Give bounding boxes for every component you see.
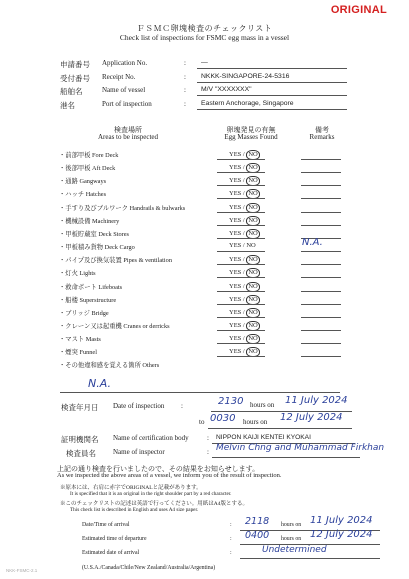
area-label: ・甲板貯蔵室 Deck Stores — [59, 231, 129, 238]
cert-label-en: Name of certification body — [113, 434, 189, 442]
answer-no: NO — [248, 256, 258, 263]
field-underline — [197, 95, 347, 96]
answer-yes: YES / — [229, 204, 247, 211]
answer-underline — [217, 185, 265, 186]
answer-underline — [217, 317, 265, 318]
answer-underline — [217, 330, 265, 331]
date-line2-date: 12 July 2024 — [280, 412, 343, 423]
col-remarks-jp: 備考 — [315, 126, 329, 134]
answer-yes: YES / — [229, 269, 247, 276]
answer-yes: YES / — [229, 335, 247, 342]
remarks-underline — [301, 212, 341, 213]
remarks-underline — [301, 264, 341, 265]
date-line1-time: 2130 — [218, 396, 244, 407]
statement-jp: 上記の通り検査を行いましたので、その結果をお知らせします。 — [57, 465, 260, 473]
answer-underline — [217, 356, 265, 357]
date-line2-prefix: to — [199, 418, 205, 426]
answer-yes: YES / — [229, 283, 247, 290]
date-label-jp: 検査年月日 — [61, 403, 99, 412]
answer-no: NO — [248, 269, 258, 276]
answer-underline — [217, 238, 265, 239]
answer-no: NO — [248, 177, 258, 184]
arrival-colon: : — [230, 522, 232, 528]
answer-underline — [217, 172, 265, 173]
inspector-value: Melvin Chng and Muhammad Firkhan — [216, 443, 385, 453]
answer-underline — [217, 277, 265, 278]
remarks-underline — [301, 304, 341, 305]
answer-no: NO — [248, 204, 258, 211]
field-underline — [197, 82, 347, 83]
answer-no: NO — [248, 348, 258, 355]
answer-underline — [217, 304, 265, 305]
field-value: — — [201, 59, 208, 66]
date-label-en: Date of inspection — [113, 402, 165, 410]
field-colon: : — [184, 86, 186, 94]
field-underline — [197, 68, 347, 69]
answer-yes: YES / — [229, 190, 247, 197]
date-line1-hours: hours on — [250, 401, 275, 409]
field-underline — [197, 109, 347, 110]
answer-yes: YES / — [229, 230, 247, 237]
area-label: ・甲板積み貨物 Deck Cargo — [59, 244, 135, 251]
field-label-jp: 港名 — [60, 101, 75, 110]
area-label: ・パイプ及び換気装置 Pipes & ventilation — [59, 257, 172, 264]
remarks-underline — [301, 198, 341, 199]
area-label: ・船楼 Superstructure — [59, 297, 117, 304]
inspector-label-en: Name of inspector — [113, 448, 165, 456]
remarks-underline — [301, 172, 341, 173]
arrival-underline — [240, 558, 380, 559]
field-value: M/V "XXXXXXX" — [201, 86, 252, 93]
note2-jp: ※このチェックリストの記述は英語で行ってください。用紙はA4版とする。 — [60, 501, 248, 507]
answer-yes: YES / — [229, 242, 247, 249]
col-remarks-en: Remarks — [309, 133, 335, 141]
remarks-underline — [301, 343, 341, 344]
answer-underline — [217, 212, 265, 213]
date-line2-time: 0030 — [210, 413, 236, 424]
area-label: ・灯火 Lights — [59, 270, 96, 277]
answer-underline — [217, 291, 265, 292]
footer-code: NKK-FSMC-2.1 — [6, 568, 38, 573]
remarks-underline — [301, 356, 341, 357]
note1-jp: ※原本には、右肩に赤字でORIGINALと記載があります。 — [60, 485, 202, 491]
answer-yes: YES / — [229, 296, 247, 303]
area-label: ・マスト Masts — [59, 336, 101, 343]
arrival-date: 12 July 2024 — [310, 529, 373, 540]
field-label-en: Port of inspection — [102, 100, 152, 108]
area-label: ・その他違和感を覚える箇所 Others — [59, 362, 160, 369]
arrival-hours: hours on — [281, 536, 302, 542]
statement-en: As we inspected the above areas of a vessel, we inform you of the result of inspection. — [57, 472, 282, 479]
arrival-label: Date/Time of arrival — [82, 522, 130, 528]
area-label: ・ブリッジ Bridge — [59, 310, 109, 317]
answer-underline — [217, 264, 265, 265]
answer-no: NO — [248, 217, 258, 224]
note2-en: This check list is described in English and uses A4 size paper. — [70, 507, 199, 513]
arrival-colon: : — [230, 536, 232, 542]
arrival-label: Estimated time of departure — [82, 536, 147, 542]
remarks-underline — [301, 330, 341, 331]
field-label-jp: 申請番号 — [60, 60, 90, 69]
arrival-colon: : — [230, 550, 232, 556]
answer-yes: YES / — [229, 151, 247, 158]
arrival-time: 2118 — [245, 516, 270, 527]
original-stamp: ORIGINAL — [330, 4, 387, 16]
area-label: ・機械設備 Machinery — [59, 218, 120, 225]
area-label: ・通路 Gangways — [59, 178, 107, 185]
area-label: ・手すり及びブルワーク Handrails & bulwarks — [59, 205, 186, 212]
field-value: NKKK-SINGAPORE-24-5316 — [201, 73, 290, 80]
field-colon: : — [184, 59, 186, 67]
col-area-jp: 検査場所 — [114, 126, 142, 134]
answer-no: NO — [248, 296, 258, 303]
answer-yes: YES / — [229, 177, 247, 184]
date-line2-underline — [208, 428, 352, 429]
arrival-date: Undetermined — [262, 545, 327, 555]
cert-value: NIPPON KAIJI KENTEI KYOKAI — [216, 434, 311, 441]
title-japanese: ＦＳＭＣ卵塊検査のチェックリスト — [136, 24, 273, 33]
answer-yes: YES / — [229, 256, 247, 263]
title-english: Check list of inspections for FSMC egg mass in a vessel — [119, 33, 290, 42]
col-found-jp: 卵塊発見の有無 — [226, 126, 276, 134]
answer-no: NO — [248, 322, 258, 329]
inspector-label-jp: 検査員名 — [66, 449, 96, 458]
answer-no: NO — [246, 242, 256, 249]
date-line1-date: 11 July 2024 — [285, 395, 348, 406]
field-colon: : — [184, 100, 186, 108]
answer-no: NO — [248, 283, 258, 290]
answer-underline — [217, 251, 265, 252]
others-line — [60, 392, 340, 393]
field-label-jp: 受付番号 — [60, 74, 90, 83]
remark-value: N.A. — [302, 237, 323, 248]
answer-no: NO — [248, 151, 258, 158]
area-label: ・煙突 Funnel — [59, 349, 97, 356]
remarks-underline — [301, 291, 341, 292]
field-label-jp: 船舶名 — [60, 87, 83, 96]
remarks-underline — [301, 277, 341, 278]
area-label: ・救命ボート Lifeboats — [59, 284, 123, 291]
field-label-en: Name of vessel — [102, 86, 146, 94]
remarks-underline — [301, 159, 341, 160]
col-area-en: Areas to be inspected — [97, 133, 159, 141]
area-label: ・後部甲板 Aft Deck — [59, 165, 116, 172]
country-note: (U.S.A./Canada/Chile/New Zealand/Australia/Argentina) — [82, 565, 216, 571]
remarks-underline — [301, 225, 341, 226]
remarks-underline — [301, 317, 341, 318]
remarks-underline — [301, 185, 341, 186]
answer-no: NO — [248, 309, 258, 316]
col-found-en: Egg Masses Found — [224, 133, 278, 141]
arrival-label: Estimated date of arrival — [82, 550, 140, 556]
answer-yes: YES / — [229, 217, 247, 224]
field-value: Eastern Anchorage, Singapore — [201, 100, 294, 107]
field-label-en: Application No. — [102, 59, 148, 67]
answer-no: NO — [248, 164, 258, 171]
arrival-hours: hours on — [281, 522, 302, 528]
note1-en: It is specified that it is an original in the right shoulder part by a red character. — [70, 491, 232, 497]
answer-no: NO — [248, 190, 258, 197]
answer-no: NO — [248, 335, 258, 342]
inspector-underline — [212, 457, 360, 458]
answer-underline — [217, 198, 265, 199]
answer-yes: YES / — [229, 322, 247, 329]
answer-underline — [217, 225, 265, 226]
answer-underline — [217, 343, 265, 344]
field-colon: : — [184, 73, 186, 81]
cert-label-jp: 証明機関名 — [61, 435, 99, 444]
field-label-en: Receipt No. — [102, 73, 136, 81]
arrival-time: 0400 — [245, 530, 270, 541]
date-line2-hours: hours on — [243, 418, 268, 426]
others-note: N.A. — [88, 377, 111, 390]
remarks-underline — [301, 251, 341, 252]
answer-yes: YES / — [229, 164, 247, 171]
yes-no-answer — [229, 242, 256, 249]
area-label: ・クレーン又は起重機 Cranes or derricks — [59, 323, 170, 330]
answer-yes: YES / — [229, 348, 247, 355]
arrival-date: 11 July 2024 — [310, 515, 373, 526]
answer-no: NO — [248, 230, 258, 237]
answer-underline — [217, 159, 265, 160]
answer-yes: YES / — [229, 309, 247, 316]
area-label: ・前部甲板 Fore Deck — [59, 152, 119, 159]
area-label: ・ハッチ Hatches — [59, 191, 107, 198]
